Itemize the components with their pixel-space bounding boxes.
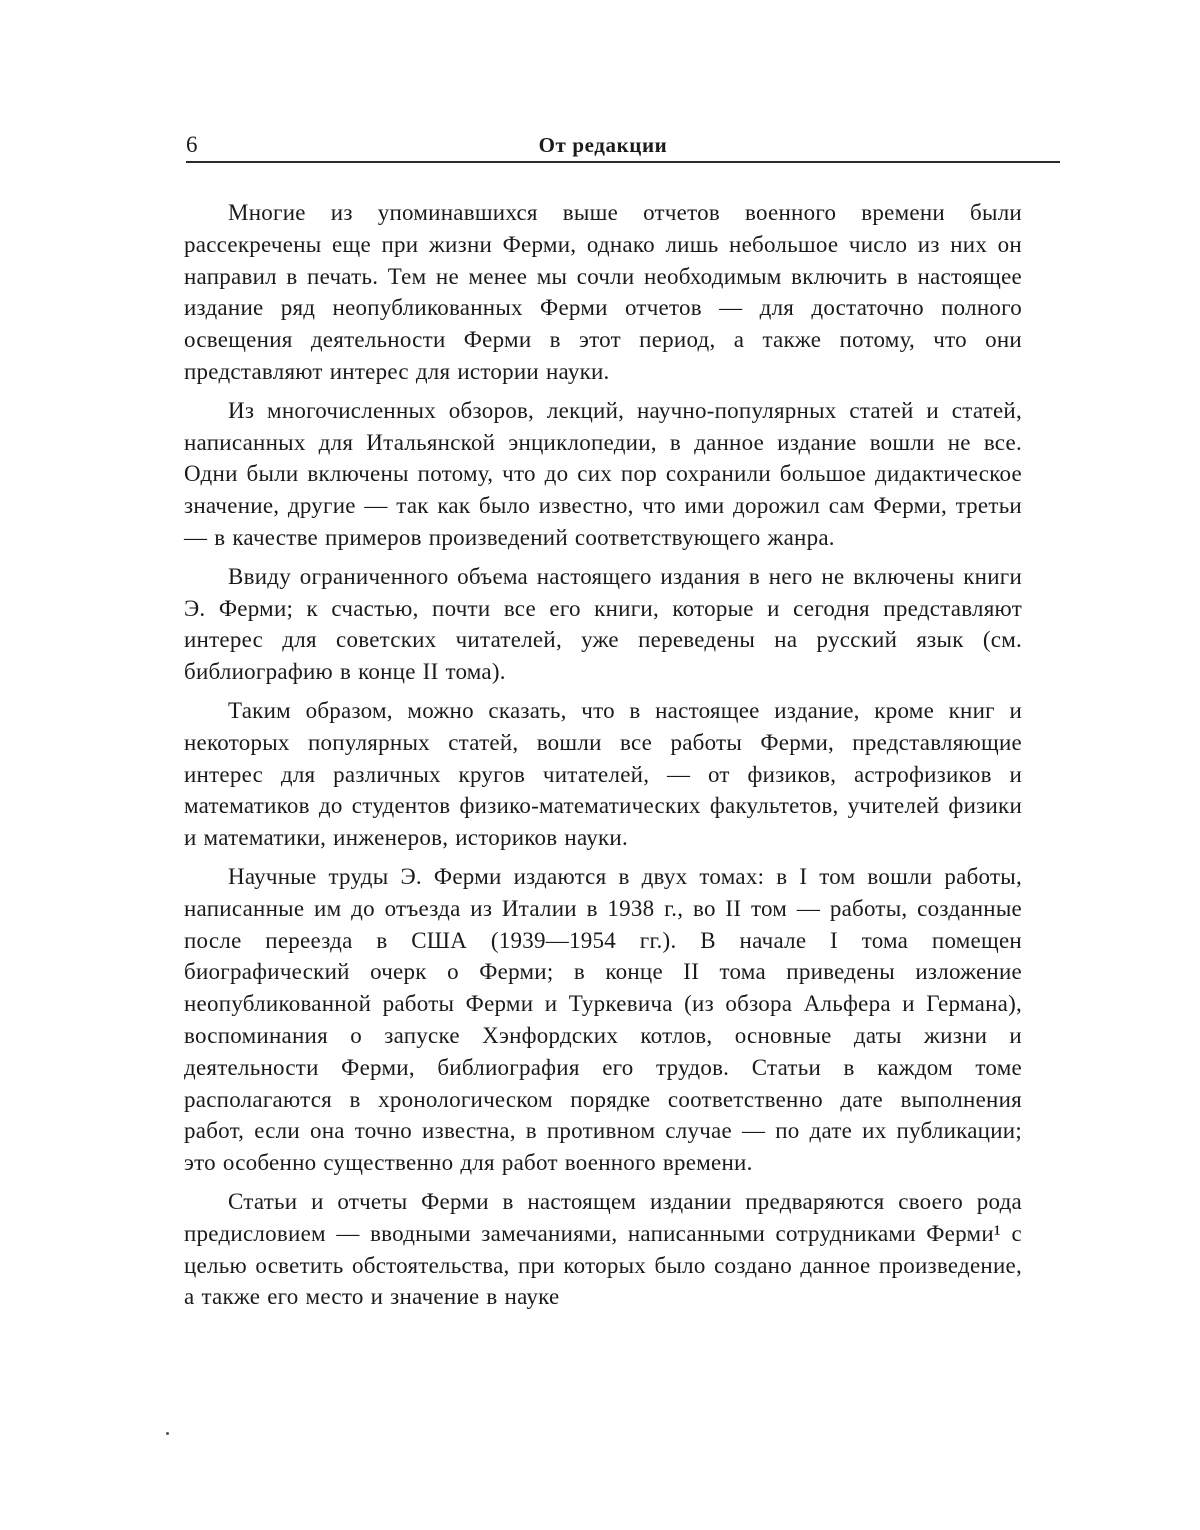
book-page (184, 126, 1022, 1320)
running-head-title: От редакции (184, 133, 1022, 158)
paragraph: Ввиду ограниченного объема настоящего издания в него не включены книги Э. Ферми; к счастью, почти все его книги, которые и сегодня представляют интерес для советских читателей, уже переведены на русский язык (см. библиографию в конце II тома). (184, 561, 1022, 688)
page-number: 6 (186, 132, 198, 158)
paragraph: Многие из упоминавшихся выше отчетов военного времени были рассекречены еще при жизни Ферми, однако лишь небольшое число из них он направил в печать. Тем не менее мы сочли необходимым включить в настоящее издание ряд неопубликованных Ферми отчетов — для достаточно полного освещения деятельности Ферми в этот период, а также потому, что они представляют интерес для истории науки. (184, 197, 1022, 388)
paragraph: Статьи и отчеты Ферми в настоящем издании предваряются своего рода предисловием — вводными замечаниями, написанными сотрудниками Ферми¹ с целью осветить обстоятельства, при которых было создано данное произведение, а также его место и значение в науке (184, 1186, 1022, 1313)
paragraph: Научные труды Э. Ферми издаются в двух томах: в I том вошли работы, написанные им до отъезда из Италии в 1938 г., во II том — работы, созданные после переезда в США (1939—1954 гг.). В начале I тома помещен биографический очерк о Ферми; в конце II тома приведены изложение неопубликованной работы Ферми и Туркевича (из обзора Альфера и Германа), воспоминания о запуске Хэнфордских котлов, основные даты жизни и деятельности Ферми, библиография его трудов. Статьи в каждом томе располагаются в хронологическом порядке соответственно дате выполнения работ, если она точно известна, в противном случае — по дате их публикации; это особенно существенно для работ военного времени. (184, 861, 1022, 1179)
header-rule (186, 161, 1060, 163)
paragraph: Из многочисленных обзоров, лекций, научно-популярных статей и статей, написанных для Итальянской энциклопедии, в данное издание вошли не все. Одни были включены потому, что до сих пор сохранили большое дидактическое значение, другие — так как было известно, что ими дорожил сам Ферми, третьи — в качестве примеров произведений соответствующего жанра. (184, 395, 1022, 554)
body-text (184, 197, 1022, 1313)
scan-speck (166, 1432, 169, 1435)
running-head (184, 126, 1022, 162)
paragraph: Таким образом, можно сказать, что в настоящее издание, кроме книг и некоторых популярных статей, вошли все работы Ферми, представляющие интерес для различных кругов читателей, — от физиков, астрофизиков и математиков до студентов физико-математических факультетов, учителей физики и математики, инженеров, историков науки. (184, 695, 1022, 854)
